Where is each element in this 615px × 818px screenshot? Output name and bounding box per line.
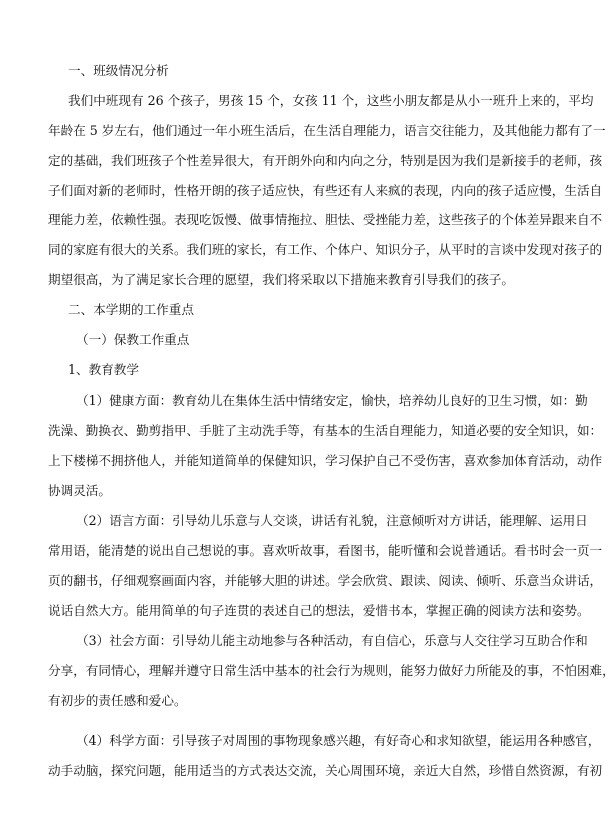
paragraph-line: 子们面对新的老师时，性格开朗的孩子适应快，有些还有人来疯的表现，内向的孩子适应慢，生活自 xyxy=(48,183,603,198)
paragraph-line: 有初步的责任感和爱心。 xyxy=(48,693,187,708)
section-heading: 一、班级情况分析 xyxy=(68,63,169,78)
paragraph-line: 年龄在 5 岁左右，他们通过一年小班生活后，在生活自理能力，语言交往能力，及其他能力都有了一 xyxy=(48,123,606,138)
paragraph-line: 洗澡、勤换衣、勤剪指甲、手脏了主动洗手等，有基本的生活自理能力，知道必要的安全知识，如： xyxy=(48,423,603,438)
paragraph-line: 定的基础，我们班孩子个性差异很大，有开朗外向和内向之分，特别是因为我们是新接手的老师，孩 xyxy=(48,153,603,168)
paragraph-line: 期望很高，为了满足家长合理的愿望，我们将采取以下措施来教育引导我们的孩子。 xyxy=(48,272,514,287)
paragraph-line: 动手动脑，探究问题，能用适当的方式表达交流，关心周围环境，亲近大自然，珍惜自然资源，有初 xyxy=(48,763,603,778)
paragraph-line: （4）科学方面：引导孩子对周围的事物现象感兴趣，有好奇心和求知欲望，能运用各种感官， xyxy=(76,733,601,748)
paragraph-line: （3）社会方面：引导幼儿能主动地参与各种活动，有自信心，乐意与人交往学习互助合作和 xyxy=(76,633,588,648)
paragraph-line: 同的家庭有很大的关系。我们班的家长，有工作、个体户、知识分子，从平时的言谈中发现对孩子的 xyxy=(48,242,603,257)
paragraph-line: （1）健康方面：教育幼儿在集体生活中情绪安定，愉快，培养幼儿良好的卫生习惯，如：勤 xyxy=(76,393,588,408)
paragraph-line: 说话自然大方。能用简单的句子连贯的表述自己的想法，爱惜书本，掌握正确的阅读方法和姿势。 xyxy=(48,603,590,618)
paragraph-line: 我们中班现有 26 个孩子，男孩 15 个，女孩 11 个，这些小朋友都是从小一班升上来的，平均 xyxy=(68,93,594,108)
paragraph-line: 理能力差，依赖性强。表现吃饭慢、做事情拖拉、胆怯、受挫能力差，这些孩子的个体差异跟来自不 xyxy=(48,212,603,227)
subsection-heading: 1、教育教学 xyxy=(68,362,139,377)
paragraph-line: 分享，有同情心，理解并遵守日常生活中基本的社会行为规则，能努力做好力所能及的事，不怕困难， xyxy=(48,663,615,678)
section-heading: 二、本学期的工作重点 xyxy=(68,302,194,317)
paragraph-line: 页的翻书，仔细观察画面内容，并能够大胆的讲述。学会欣赏、跟读、阅读、倾听、乐意当众讲话， xyxy=(48,573,603,588)
paragraph-line: （2）语言方面：引导幼儿乐意与人交谈，讲话有礼貌，注意倾听对方讲话，能理解、运用日 xyxy=(76,513,588,528)
paragraph-line: 协调灵活。 xyxy=(48,483,111,498)
paragraph-line: 常用语，能清楚的说出自己想说的事。喜欢听故事，看图书，能听懂和会说普通话。看书时会一页一 xyxy=(48,543,603,558)
subsection-heading: （一）保教工作重点 xyxy=(76,332,190,347)
paragraph-line: 上下楼梯不拥挤他人，并能知道简单的保健知识，学习保护自己不受伤害，喜欢参加体育活动，动作 xyxy=(48,453,603,468)
